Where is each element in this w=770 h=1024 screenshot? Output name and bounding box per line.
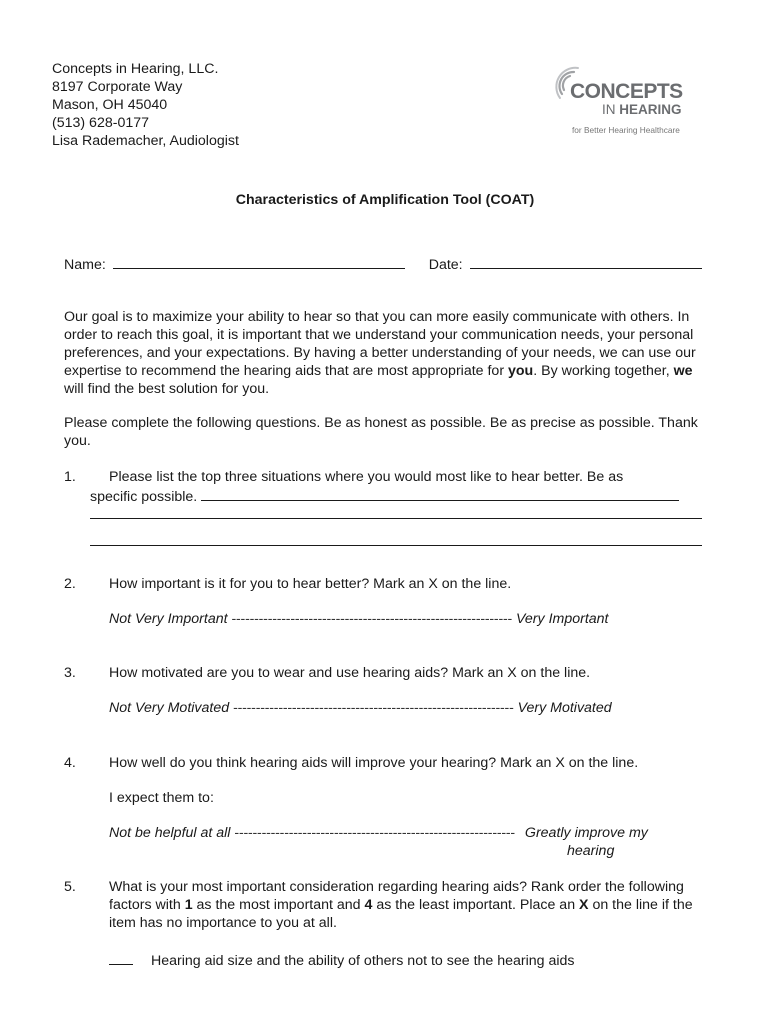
question-text: How well do you think hearing aids will improve your hearing? Mark an X on the line. bbox=[109, 755, 639, 771]
answer-line-3[interactable] bbox=[90, 545, 702, 546]
logo-tagline: for Better Hearing Healthcare bbox=[572, 125, 680, 135]
scale-line[interactable]: -------------------------------------------------------------- bbox=[231, 611, 513, 627]
name-date-row bbox=[64, 254, 702, 273]
date-label: Date: bbox=[428, 257, 463, 273]
rank-input[interactable] bbox=[109, 950, 133, 965]
logo-wordmark-concepts: CONCEPTS bbox=[570, 80, 683, 103]
answer-line-1[interactable] bbox=[201, 486, 679, 501]
date-field[interactable] bbox=[470, 254, 702, 269]
logo-wordmark-hearing: IN HEARING bbox=[602, 102, 682, 117]
question-number: 2. bbox=[64, 576, 76, 592]
importance-scale[interactable] bbox=[109, 611, 609, 627]
scale-right-label: Greatly improve my bbox=[524, 825, 648, 841]
question-text-cont: specific possible. bbox=[90, 486, 679, 506]
scale-right-label: Very Motivated bbox=[517, 700, 612, 716]
company-logo bbox=[552, 64, 692, 140]
answer-line-2[interactable] bbox=[90, 518, 702, 519]
practice-address bbox=[52, 60, 239, 150]
scale-left-label: Not Very Motivated bbox=[109, 700, 230, 716]
expectation-scale[interactable] bbox=[109, 825, 648, 841]
document-title: Characteristics of Amplification Tool (COAT) bbox=[235, 192, 535, 208]
motivation-scale[interactable] bbox=[109, 700, 612, 716]
question-number: 4. bbox=[64, 755, 76, 771]
street-address: 8197 Corporate Way bbox=[52, 79, 183, 95]
question-text: What is your most important consideration regarding hearing aids? Rank order the following factors with 1 as the most important and 4 as the least important. Place an X on the line if the item has no importance to you at all. bbox=[109, 879, 693, 931]
rank-item bbox=[109, 950, 575, 969]
instructions-paragraph: Please complete the following questions. Be as honest as possible. Be as precise as possible. Thank you. bbox=[64, 415, 698, 449]
audiologist-name: Lisa Rademacher, Audiologist bbox=[52, 133, 239, 149]
scale-right-label: Very Important bbox=[515, 611, 609, 627]
question-number: 3. bbox=[64, 665, 76, 681]
name-label: Name: bbox=[64, 257, 106, 273]
question-text: Please list the top three situations where you would most like to hear better. Be as bbox=[109, 469, 624, 485]
question-text: How important is it for you to hear better? Mark an X on the line. bbox=[109, 576, 512, 592]
phone-number: (513) 628-0177 bbox=[52, 115, 150, 131]
question-number: 5. bbox=[64, 879, 76, 895]
scale-line[interactable]: -------------------------------------------------------------- bbox=[233, 700, 514, 716]
scale-line[interactable]: -------------------------------------------------------------- bbox=[234, 825, 515, 841]
question-number: 1. bbox=[64, 469, 76, 485]
scale-left-label: Not Very Important bbox=[109, 611, 228, 627]
question-4-subtext: I expect them to: bbox=[109, 790, 214, 806]
intro-paragraph: Our goal is to maximize your ability to hear so that you can more easily communicate with others. In order to reach this goal, it is important that we understand your communication needs, your personal preferences, and your expectations. By having a better understanding of your needs, we can use our expertise to recommend the hearing aids that are most appropriate for you. By working together, we will find the best solution for you. bbox=[64, 309, 696, 397]
name-field[interactable] bbox=[113, 254, 405, 269]
city-state-zip: Mason, OH 45040 bbox=[52, 97, 168, 113]
scale-right-label-cont: hearing bbox=[567, 843, 615, 859]
practice-name: Concepts in Hearing, LLC. bbox=[52, 61, 219, 77]
question-text: How motivated are you to wear and use hearing aids? Mark an X on the line. bbox=[109, 665, 591, 681]
scale-left-label: Not be helpful at all bbox=[109, 825, 231, 841]
rank-item-label: Hearing aid size and the ability of others not to see the hearing aids bbox=[151, 953, 575, 969]
